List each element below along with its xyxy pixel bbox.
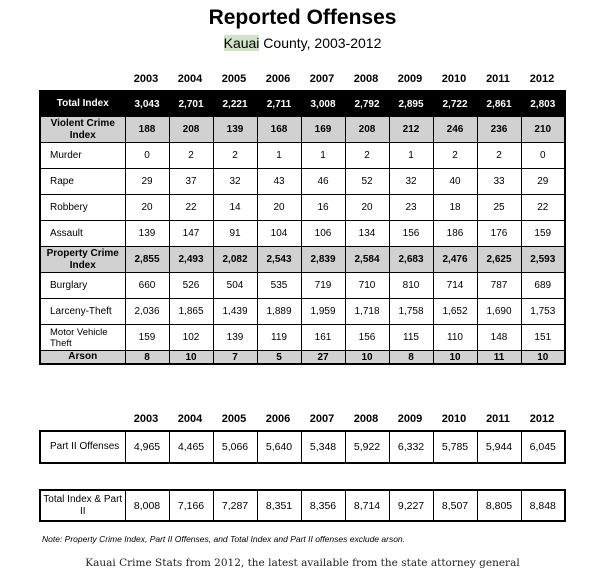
table-cell: 40 xyxy=(433,169,477,195)
table-cell: 7,287 xyxy=(213,490,257,521)
table-cell: 4,965 xyxy=(125,431,169,463)
footnote: Note: Property Crime Index, Part II Offenses, and Total Index and Part II offenses exclude arson. xyxy=(42,534,406,544)
table-cell: 3,008 xyxy=(301,91,345,117)
table-cell: 2,701 xyxy=(169,91,213,117)
table-cell: 10 xyxy=(521,351,565,365)
year-header-cell: 2005 xyxy=(221,413,247,425)
table-cell: 8,714 xyxy=(345,490,389,521)
table-cell: 176 xyxy=(477,221,521,247)
table-cell: 2,861 xyxy=(477,91,521,117)
table-cell: 1,889 xyxy=(257,299,301,325)
table-row xyxy=(40,91,565,117)
table-cell: 2,803 xyxy=(521,91,565,117)
table-cell: 5,944 xyxy=(477,431,521,463)
table-cell: 151 xyxy=(521,325,565,351)
year-header-cell: 2012 xyxy=(529,73,555,85)
image-caption: Kauai Crime Stats from 2012, the latest available from the state attorney general xyxy=(85,557,520,569)
table-cell: 5,922 xyxy=(345,431,389,463)
table-cell: 2,593 xyxy=(521,247,565,273)
table-cell: 119 xyxy=(257,325,301,351)
table-cell: 246 xyxy=(433,117,477,143)
table-cell: 115 xyxy=(389,325,433,351)
table-cell: 91 xyxy=(213,221,257,247)
table-cell: 159 xyxy=(125,325,169,351)
table-cell: 2,584 xyxy=(345,247,389,273)
table-cell: 156 xyxy=(345,325,389,351)
row-label: Total Index xyxy=(40,91,125,117)
year-header-cell: 2003 xyxy=(133,73,159,85)
table-cell: 6,332 xyxy=(389,431,433,463)
table-cell: 104 xyxy=(257,221,301,247)
table-cell: 689 xyxy=(521,273,565,299)
table-cell: 660 xyxy=(125,273,169,299)
table-cell: 212 xyxy=(389,117,433,143)
table-row xyxy=(40,169,565,195)
table-cell: 1 xyxy=(257,143,301,169)
table-cell: 11 xyxy=(477,351,521,365)
table-cell: 10 xyxy=(169,351,213,365)
row-label: Arson xyxy=(40,351,125,365)
table-cell: 710 xyxy=(345,273,389,299)
table-cell: 16 xyxy=(301,195,345,221)
table-row xyxy=(40,325,565,351)
table-cell: 787 xyxy=(477,273,521,299)
table-cell: 29 xyxy=(125,169,169,195)
table-row xyxy=(40,195,565,221)
table-cell: 2,082 xyxy=(213,247,257,273)
table-cell: 20 xyxy=(345,195,389,221)
table-cell: 1,753 xyxy=(521,299,565,325)
table-cell: 188 xyxy=(125,117,169,143)
table-row xyxy=(40,221,565,247)
table-row xyxy=(40,431,565,463)
table-cell: 22 xyxy=(169,195,213,221)
table-cell: 1,718 xyxy=(345,299,389,325)
row-label: Property Crime Index xyxy=(40,247,125,273)
table-cell: 14 xyxy=(213,195,257,221)
table-cell: 18 xyxy=(433,195,477,221)
year-header-cell: 2011 xyxy=(486,73,510,85)
table-row xyxy=(40,351,565,365)
table-cell: 2,711 xyxy=(257,91,301,117)
table-cell: 139 xyxy=(213,325,257,351)
table-cell: 37 xyxy=(169,169,213,195)
table-cell: 9,227 xyxy=(389,490,433,521)
table-cell: 714 xyxy=(433,273,477,299)
table-cell: 2,839 xyxy=(301,247,345,273)
table-cell: 1,439 xyxy=(213,299,257,325)
table-cell: 186 xyxy=(433,221,477,247)
row-label: Robbery xyxy=(40,195,125,221)
year-header-cell: 2007 xyxy=(309,73,335,85)
table-cell: 2,722 xyxy=(433,91,477,117)
row-label: Assault xyxy=(40,221,125,247)
table-cell: 2 xyxy=(433,143,477,169)
year-header-cell: 2010 xyxy=(441,73,467,85)
year-header-cell: 2004 xyxy=(177,73,203,85)
year-header-cell: 2006 xyxy=(265,73,291,85)
year-header-cell: 2012 xyxy=(529,413,555,425)
table-cell: 535 xyxy=(257,273,301,299)
table-cell: 1 xyxy=(301,143,345,169)
year-header-cell: 2003 xyxy=(133,413,159,425)
table-cell: 2,493 xyxy=(169,247,213,273)
table-cell: 20 xyxy=(125,195,169,221)
table-cell: 5,785 xyxy=(433,431,477,463)
table-cell: 23 xyxy=(389,195,433,221)
table-cell: 526 xyxy=(169,273,213,299)
table-cell: 27 xyxy=(301,351,345,365)
table-cell: 8,351 xyxy=(257,490,301,521)
table-cell: 156 xyxy=(389,221,433,247)
table-cell: 7,166 xyxy=(169,490,213,521)
year-header-cell: 2011 xyxy=(486,413,510,425)
table-cell: 46 xyxy=(301,169,345,195)
year-header-cell: 2008 xyxy=(353,413,379,425)
row-label: Murder xyxy=(40,143,125,169)
year-header-cell: 2004 xyxy=(177,413,203,425)
table-cell: 2,792 xyxy=(345,91,389,117)
table-cell: 2 xyxy=(169,143,213,169)
table-cell: 22 xyxy=(521,195,565,221)
table-cell: 52 xyxy=(345,169,389,195)
row-label: Motor Vehicle Theft xyxy=(40,325,125,351)
table-cell: 2 xyxy=(477,143,521,169)
table-cell: 7 xyxy=(213,351,257,365)
table-cell: 210 xyxy=(521,117,565,143)
table-row xyxy=(40,299,565,325)
year-header-cell: 2005 xyxy=(221,73,247,85)
table-cell: 5 xyxy=(257,351,301,365)
year-header-cell: 2006 xyxy=(265,413,291,425)
year-header-part2 xyxy=(124,413,564,425)
table-cell: 161 xyxy=(301,325,345,351)
table-cell: 43 xyxy=(257,169,301,195)
table-cell: 110 xyxy=(433,325,477,351)
table-cell: 10 xyxy=(433,351,477,365)
total-part2-table xyxy=(39,489,566,522)
table-cell: 3,043 xyxy=(125,91,169,117)
table-cell: 1,690 xyxy=(477,299,521,325)
row-label: Rape xyxy=(40,169,125,195)
table-cell: 2,036 xyxy=(125,299,169,325)
table-cell: 2,895 xyxy=(389,91,433,117)
report-title: Reported Offenses xyxy=(208,6,397,29)
table-cell: 2,221 xyxy=(213,91,257,117)
table-cell: 5,640 xyxy=(257,431,301,463)
table-cell: 5,348 xyxy=(301,431,345,463)
table-cell: 6,045 xyxy=(521,431,565,463)
table-cell: 1 xyxy=(389,143,433,169)
report-subtitle xyxy=(0,35,605,51)
table-cell: 504 xyxy=(213,273,257,299)
year-header-cell: 2009 xyxy=(397,73,423,85)
table-cell: 5,066 xyxy=(213,431,257,463)
table-cell: 2 xyxy=(213,143,257,169)
table-cell: 168 xyxy=(257,117,301,143)
table-cell: 208 xyxy=(345,117,389,143)
table-row xyxy=(40,273,565,299)
year-header-cell: 2007 xyxy=(309,413,335,425)
table-cell: 2,543 xyxy=(257,247,301,273)
offenses-table xyxy=(39,90,566,365)
table-cell: 148 xyxy=(477,325,521,351)
table-cell: 8,848 xyxy=(521,490,565,521)
row-label: Total Index & Part II xyxy=(40,490,125,521)
table-cell: 25 xyxy=(477,195,521,221)
row-label: Larceny-Theft xyxy=(40,299,125,325)
table-cell: 106 xyxy=(301,221,345,247)
table-cell: 169 xyxy=(301,117,345,143)
table-cell: 2,476 xyxy=(433,247,477,273)
table-cell: 33 xyxy=(477,169,521,195)
table-cell: 10 xyxy=(345,351,389,365)
subtitle-highlight: Kauai xyxy=(223,35,260,51)
table-cell: 208 xyxy=(169,117,213,143)
table-row xyxy=(40,490,565,521)
table-cell: 139 xyxy=(125,221,169,247)
table-cell: 8,008 xyxy=(125,490,169,521)
table-row xyxy=(40,117,565,143)
row-label: Violent Crime Index xyxy=(40,117,125,143)
table-cell: 0 xyxy=(521,143,565,169)
table-cell: 1,758 xyxy=(389,299,433,325)
table-cell: 1,959 xyxy=(301,299,345,325)
table-cell: 29 xyxy=(521,169,565,195)
table-cell: 20 xyxy=(257,195,301,221)
table-cell: 810 xyxy=(389,273,433,299)
table-cell: 159 xyxy=(521,221,565,247)
table-cell: 719 xyxy=(301,273,345,299)
table-cell: 147 xyxy=(169,221,213,247)
table-cell: 8,356 xyxy=(301,490,345,521)
subtitle-rest: County, 2003-2012 xyxy=(259,35,382,51)
year-header-cell: 2010 xyxy=(441,413,467,425)
year-header-cell: 2009 xyxy=(397,413,423,425)
table-cell: 236 xyxy=(477,117,521,143)
table-cell: 4,465 xyxy=(169,431,213,463)
table-cell: 139 xyxy=(213,117,257,143)
table-cell: 2,855 xyxy=(125,247,169,273)
table-cell: 0 xyxy=(125,143,169,169)
table-cell: 32 xyxy=(389,169,433,195)
table-cell: 102 xyxy=(169,325,213,351)
table-cell: 1,652 xyxy=(433,299,477,325)
table-cell: 8 xyxy=(125,351,169,365)
part2-table xyxy=(39,430,566,464)
table-cell: 2,625 xyxy=(477,247,521,273)
year-header-cell: 2008 xyxy=(353,73,379,85)
table-cell: 134 xyxy=(345,221,389,247)
table-cell: 2,683 xyxy=(389,247,433,273)
table-row xyxy=(40,247,565,273)
row-label: Part II Offenses xyxy=(40,431,125,463)
year-header-main xyxy=(124,73,564,85)
table-cell: 8,507 xyxy=(433,490,477,521)
table-cell: 2 xyxy=(345,143,389,169)
table-cell: 1,865 xyxy=(169,299,213,325)
table-cell: 8 xyxy=(389,351,433,365)
row-label: Burglary xyxy=(40,273,125,299)
table-cell: 8,805 xyxy=(477,490,521,521)
table-cell: 32 xyxy=(213,169,257,195)
table-row xyxy=(40,143,565,169)
